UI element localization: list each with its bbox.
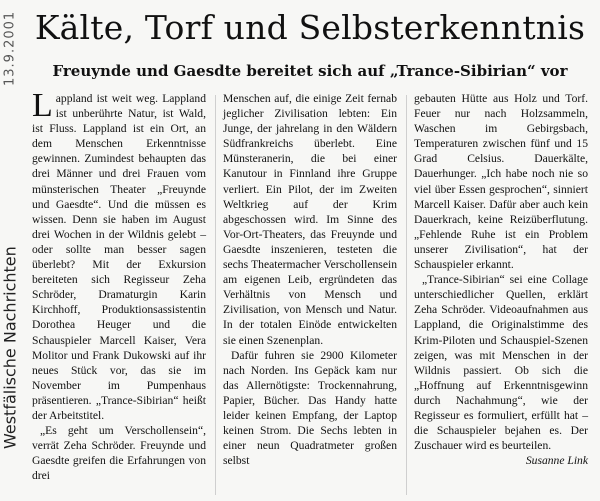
article-column-2 xyxy=(223,91,397,468)
article-column-3 xyxy=(414,91,588,468)
column-2-paragraph-1: Menschen auf, die einige Zeit fernab jeglicher Zivilisation lebten: Ein Junge, der jahrelang in den Wäldern Südfrankreichs überlebt. Eine Münsteranerin, die bei einer Kanutour in Finnland ihre Gruppe verliert. Ein Pilot, der im Zweiten Weltkrieg auf der Krim abgeschossen wird. Im Sinne des Vor-Ort-Theaters, das Freuynde und Gaesdte inszenieren, testeten die sechs Theatermacher Verschollensein am eigenen Leib, ergründeten das Verhältnis von Mensch und Zivilisation, von Mensch und Natur. In der totalen Einöde entwickelten sie einen Szenenplan. xyxy=(223,92,397,347)
column-divider xyxy=(406,95,407,495)
column-1-paragraph-2: „Es geht um Verschollensein“, verrät Zeha Schröder. Freuynde und Gaesdte greifen die Erfahrungen von drei xyxy=(32,424,206,483)
article-author: Susanne Link xyxy=(525,454,588,468)
column-1-paragraph-1-text: appland ist weit weg. Lappland ist unberührte Natur, ist Wald, ist Fluss. Lappland ist ein Ort, an dem Menschen Erkenntnisse gewinnen. Zumindest behaupten das drei Männer und drei Frauen vom münsterischen Theater „Freuynde und Gaesdte“. Und die müssen es wissen. Denn sie haben im August drei Wochen in der Wildnis gelebt – oder sollte man besser sagen überlebt? Mit der Exkursion bereiteten sich Regisseur Zeha Schröder, Dramaturgin Karin Kirchhoff, Produktionsassistentin Dorothea Heuger und die Schauspieler Marcell Kaiser, Vera Molitor und Frank Dukowski auf ihr neues Stück vor, das sie im November im Pumpenhaus präsentieren. „Trance-Sibirian“ heißt der Arbeitstitel. xyxy=(32,92,206,422)
column-divider xyxy=(215,95,216,495)
article-headline: Kälte, Torf und Selbsterkenntnis xyxy=(34,8,586,47)
drop-cap: L xyxy=(32,87,53,124)
article-column-1 xyxy=(32,87,206,483)
newspaper-name: Westfälische Nachrichten xyxy=(0,246,20,450)
column-2-paragraph-2: Dafür fuhren sie 2900 Kilometer nach Norden. Ins Gepäck kam nur das Allernötigste: Trockennahrung, Papier, Bücher. Das Handy hatte leider keinen Empfang, der Laptop keinen Strom. Die Sechs lebten in einer neun Quadratmeter großen selbst xyxy=(223,348,397,468)
article-subheadline: Freuynde und Gaesdte bereitet sich auf „Trance-Sibirian“ vor xyxy=(52,62,568,80)
publication-date: 13.9.2001 xyxy=(2,10,18,86)
source-margin xyxy=(0,0,20,501)
column-1-paragraph-1 xyxy=(32,87,206,423)
newspaper-article xyxy=(30,0,590,501)
column-3-paragraph-1: gebauten Hütte aus Holz und Torf. Feuer nur nach Holzsammeln, Waschen im Gebirgsbach, Temperaturen zwischen fünf und 15 Grad Celsius. Dauerkälte, Dauerhunger. „Ich habe noch nie so viel über Essen gesprochen“, sinniert Marcell Kaiser. Dafür aber auch kein Dauerkrach, keine Reizüberflutung. „Fehlende Ruhe ist ein Problem unserer Zivilisation“, hat der Schauspieler erkannt. xyxy=(414,92,588,272)
column-3-paragraph-2: „Trance-Sibirian“ sei eine Collage unterschiedlicher Quellen, erklärt Zeha Schröder. Videoaufnahmen aus Lappland, die Originalstimme des Krim-Piloten und Schauspiel-Szenen zeigen, was mit Menschen in der Wildnis passiert. Ob sich die „Hoffnung auf Erkenntnisgewinn durch Nachahmung“, wie der Regisseur es formuliert, erfüllt hat – die Schauspieler bejahen es. Der Zuschauer wird es beurteilen. xyxy=(414,273,588,453)
